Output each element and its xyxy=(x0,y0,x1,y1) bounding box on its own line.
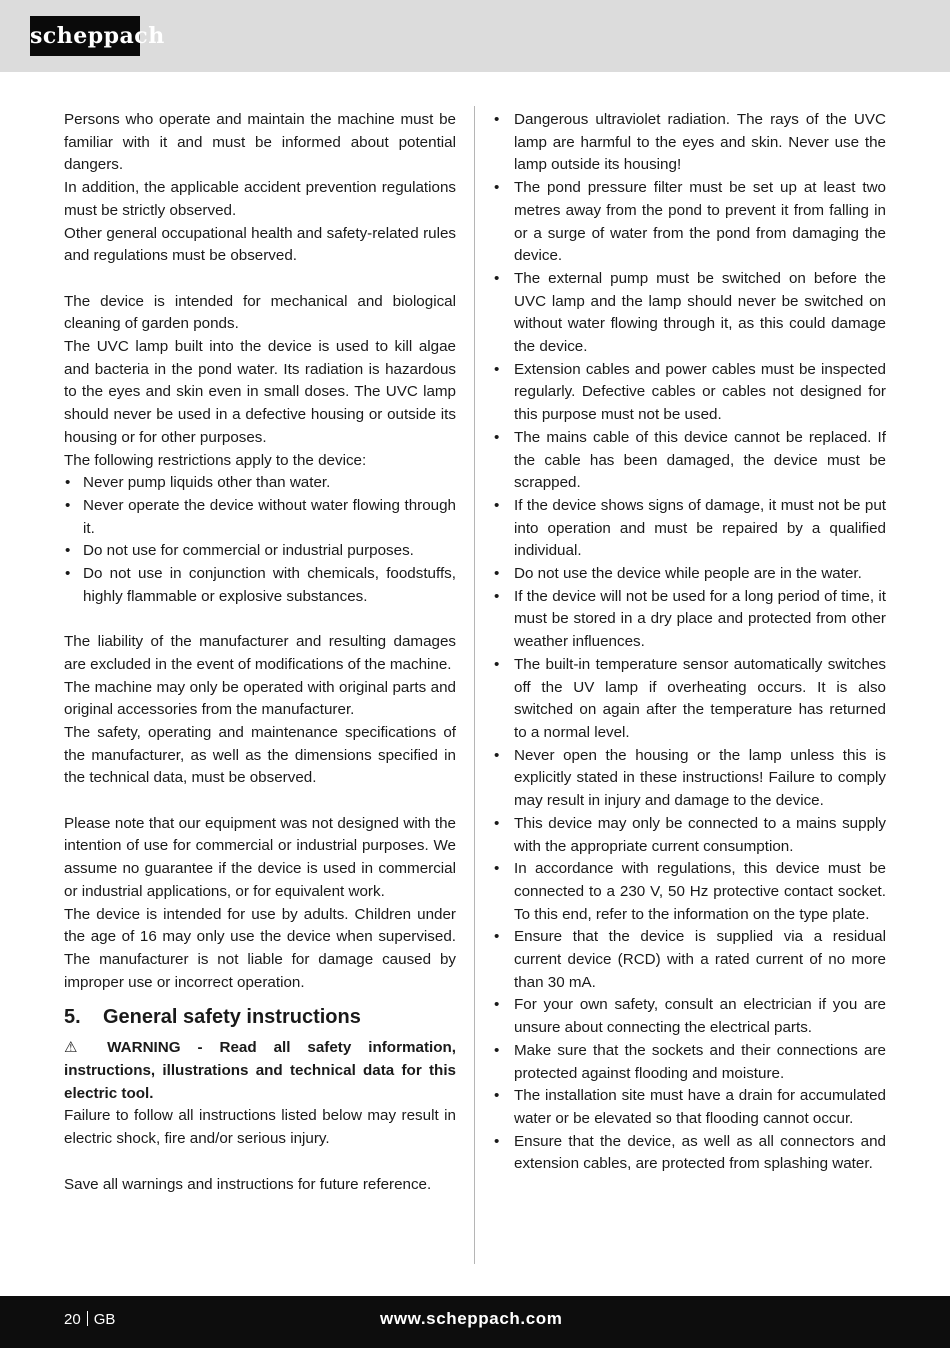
section-heading xyxy=(64,994,456,1037)
section-number: 5. xyxy=(64,1006,81,1029)
list-item: • Ensure that the device is supplied via a residual current device (RCD) with a rated current of no more than 30 mA. xyxy=(493,926,886,994)
list-item: • Dangerous ultraviolet radiation. The rays of the UVC lamp are harmful to the eyes and skin. Never use the lamp outside its housing! xyxy=(493,109,886,177)
list-item: • If the device will not be used for a long period of time, it must be stored in a dry place and protected from other weather influences. xyxy=(493,586,886,654)
list-item: • The built-in temperature sensor automatically switches off the UV lamp if overheating occurs. It is also switched on again after the temperature has returned to a normal level. xyxy=(493,654,886,745)
list-item: • Do not use the device while people are in the water. xyxy=(493,563,886,586)
page-indicator xyxy=(64,1310,115,1330)
list-item: • Never open the housing or the lamp unless this is explicitly stated in these instructions! Failure to comply may result in injury and damage to the device. xyxy=(493,745,886,813)
website-link[interactable]: www.scheppach.com xyxy=(380,1309,563,1328)
list-item: • Do not use for commercial or industrial purposes. xyxy=(64,540,456,563)
safety-list xyxy=(493,109,886,1176)
paragraph: The device is intended for use by adults. Children under the age of 16 may only use the device when supervised. The manufacturer is not liable for damage caused by improper use or incorrect operation. xyxy=(64,905,456,991)
list-item: • In accordance with regulations, this device must be connected to a 230 V, 50 Hz protective contact socket. To this end, refer to the information on the type plate. xyxy=(493,858,886,926)
section-title: General safety instructions xyxy=(103,1006,361,1029)
paragraph: In addition, the applicable accident prevention regulations must be strictly observed. xyxy=(64,179,456,219)
list-item: • The mains cable of this device cannot be replaced. If the cable has been damaged, the device must be scrapped. xyxy=(493,427,886,495)
paragraph: Other general occupational health and safety-related rules and regulations must be observed. xyxy=(64,224,456,265)
paragraph: Persons who operate and maintain the machine must be familiar with it and must be informed about potential dangers. xyxy=(64,111,456,174)
paragraph: The UVC lamp built into the device is used to kill algae and bacteria in the pond water. Its radiation is hazardous to the eyes and skin even in small doses. The UVC lamp should never be used in a defective housing or outside its housing or for other purposes. xyxy=(64,338,456,446)
list-item: • Never operate the device without water flowing through it. xyxy=(64,495,456,540)
warning-paragraph xyxy=(64,1037,456,1105)
paragraph: Please note that our equipment was not designed with the intention of use for commercial or industrial purposes. We assume no guarantee if the device is used in commercial or industrial applications, or for equivalent work. xyxy=(64,814,456,900)
warning-icon: ⚠ xyxy=(64,1039,91,1057)
list-item: • The pond pressure filter must be set up at least two metres away from the pond to prevent it from falling in or a surge of water from the pond from damaging the device. xyxy=(493,177,886,268)
column-divider xyxy=(474,106,475,1264)
paragraph: The following restrictions apply to the device: xyxy=(64,451,367,469)
language-code: GB xyxy=(93,1311,116,1328)
list-item: • This device may only be connected to a mains supply with the appropriate current consumption. xyxy=(493,813,886,858)
list-item: • Do not use in conjunction with chemicals, foodstuffs, highly flammable or explosive substances. xyxy=(64,563,456,608)
right-column xyxy=(493,109,886,1176)
list-item: • The installation site must have a drain for accumulated water or be elevated so that flooding cannot occur. xyxy=(493,1085,886,1130)
paragraph: The machine may only be operated with original parts and original accessories from the manufacturer. xyxy=(64,678,456,719)
page-header xyxy=(0,0,950,72)
list-item: • The external pump must be switched on before the UVC lamp and the lamp should never be switched on without water flowing through it, as this could damage the device. xyxy=(493,268,886,359)
page-number: 20 xyxy=(64,1311,81,1328)
list-item: • Ensure that the device, as well as all connectors and extension cables, are protected from splashing water. xyxy=(493,1131,886,1176)
paragraph: Save all warnings and instructions for future reference. xyxy=(64,1175,432,1193)
page-footer xyxy=(0,1296,950,1348)
paragraph: Failure to follow all instructions listed below may result in electric shock, fire and/or serious injury. xyxy=(64,1107,456,1148)
scheppach-logo: scheppach xyxy=(30,16,140,56)
list-item: • Never pump liquids other than water. xyxy=(64,472,456,495)
list-item: • Make sure that the sockets and their connections are protected against flooding and moisture. xyxy=(493,1040,886,1085)
list-item: • Extension cables and power cables must be inspected regularly. Defective cables or cables not designed for this purpose must not be used. xyxy=(493,359,886,427)
separator xyxy=(87,1311,88,1326)
paragraph: The safety, operating and maintenance specifications of the manufacturer, as well as the dimensions specified in the technical data, must be observed. xyxy=(64,723,456,787)
list-item: • For your own safety, consult an electrician if you are unsure about connecting the electrical parts. xyxy=(493,994,886,1039)
paragraph: The liability of the manufacturer and resulting damages are excluded in the event of modifications of the machine. xyxy=(64,633,456,673)
paragraph: The device is intended for mechanical and biological cleaning of garden ponds. xyxy=(64,292,456,333)
warning-text: WARNING - Read all safety information, instructions, illustrations and technical data for this electric tool. xyxy=(64,1039,456,1102)
list-item: • If the device shows signs of damage, it must not be put into operation and must be repaired by a qualified individual. xyxy=(493,495,886,563)
restrictions-list xyxy=(64,472,456,608)
left-column xyxy=(64,109,456,1196)
